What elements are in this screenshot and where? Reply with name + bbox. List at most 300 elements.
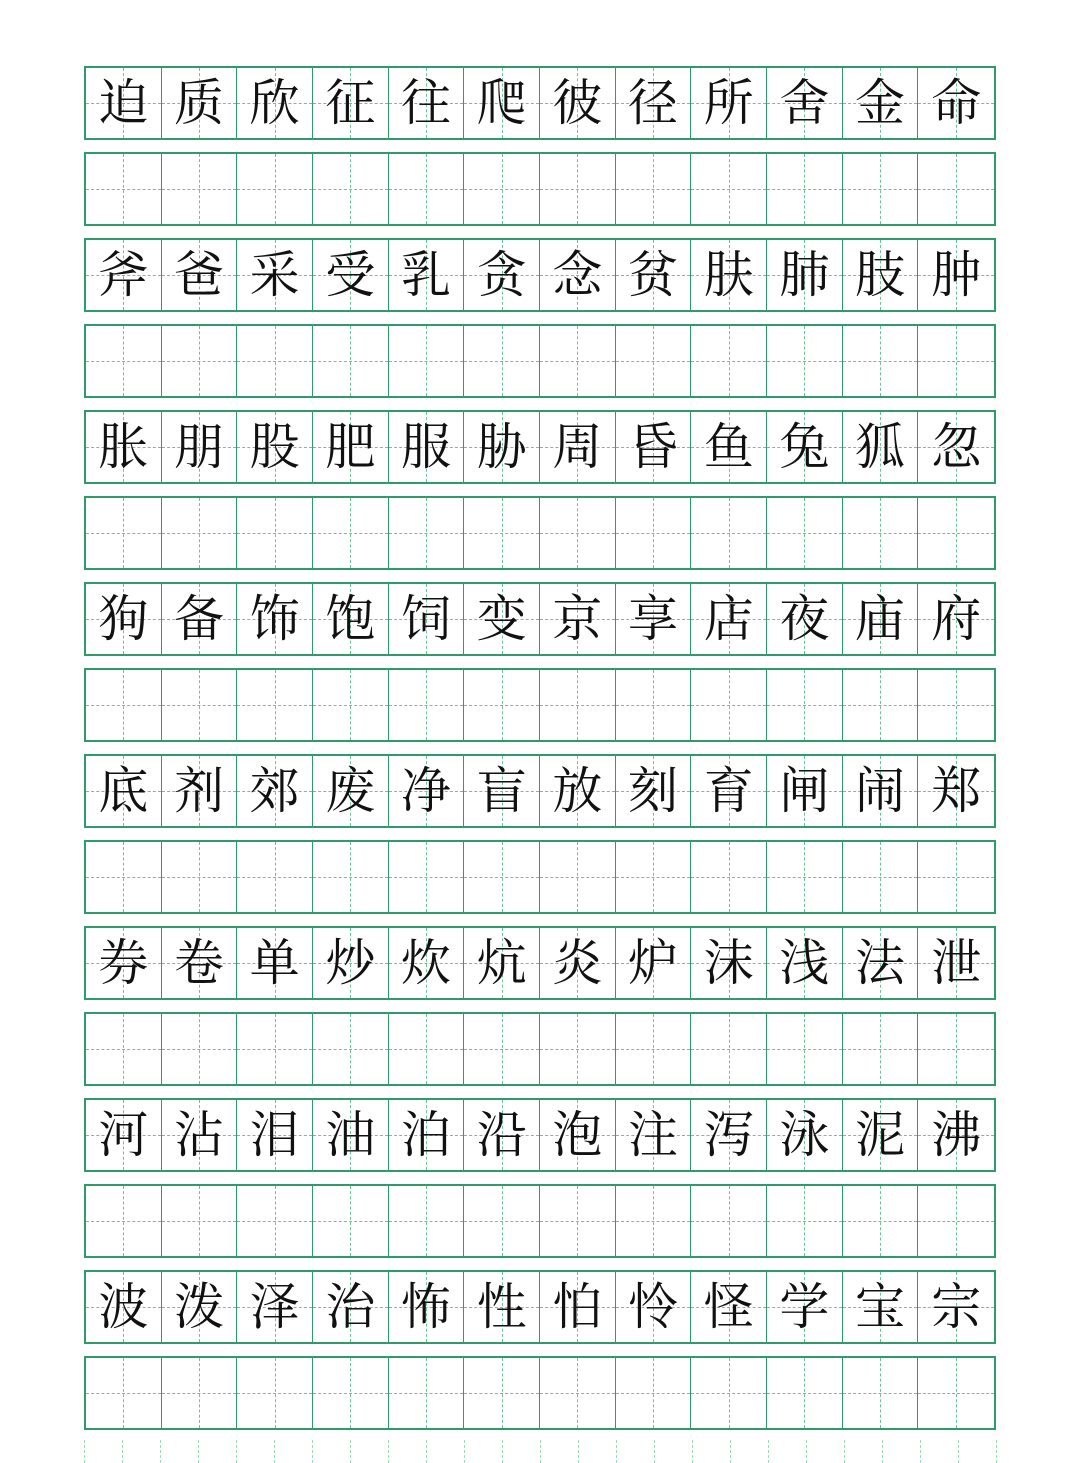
character-glyph: 卷 — [174, 934, 224, 992]
character-glyph: 兔 — [779, 418, 830, 476]
character-cell — [162, 1272, 238, 1342]
character-cell — [767, 1100, 843, 1170]
character-cell — [691, 1272, 767, 1342]
character-glyph: 胀 — [98, 418, 149, 476]
character-glyph: 所 — [703, 74, 754, 132]
character-row — [84, 754, 996, 828]
blank-cell — [464, 326, 540, 396]
blank-cell — [616, 326, 692, 396]
character-glyph: 郊 — [249, 762, 300, 820]
character-cell — [616, 412, 692, 482]
character-glyph: 斧 — [98, 246, 149, 304]
blank-cell — [86, 498, 162, 568]
blank-cell — [540, 670, 616, 740]
character-cell — [389, 68, 465, 138]
character-glyph: 饲 — [401, 590, 452, 648]
character-glyph: 泼 — [174, 1278, 224, 1336]
character-cell — [918, 412, 994, 482]
character-cell — [843, 1272, 919, 1342]
character-cell — [162, 412, 238, 482]
blank-cell — [843, 154, 919, 224]
blank-cell — [389, 1186, 465, 1256]
character-glyph: 股 — [249, 418, 300, 476]
character-cell — [162, 928, 238, 998]
character-cell — [616, 68, 692, 138]
blank-cell — [843, 1014, 919, 1084]
guide-tail — [122, 1440, 123, 1463]
blank-cell — [540, 1358, 616, 1428]
blank-cell — [86, 154, 162, 224]
blank-cell — [767, 1186, 843, 1256]
blank-cell — [767, 326, 843, 396]
character-glyph: 注 — [628, 1106, 679, 1164]
guide-tail — [502, 1440, 503, 1463]
blank-cell — [540, 1014, 616, 1084]
character-cell — [313, 756, 389, 826]
character-cell — [843, 928, 919, 998]
character-cell — [237, 1272, 313, 1342]
character-cell — [86, 1100, 162, 1170]
character-glyph: 胁 — [476, 418, 527, 476]
character-cell — [313, 928, 389, 998]
character-cell — [162, 68, 238, 138]
blank-cell — [237, 670, 313, 740]
blank-cell — [843, 670, 919, 740]
character-row — [84, 410, 996, 484]
blank-cell — [540, 154, 616, 224]
character-cell — [843, 412, 919, 482]
character-cell — [691, 240, 767, 310]
character-cell — [767, 412, 843, 482]
blank-practice-row — [84, 1184, 996, 1258]
blank-cell — [162, 1358, 238, 1428]
character-glyph: 宗 — [931, 1278, 982, 1336]
character-cell — [389, 1272, 465, 1342]
blank-cell — [389, 670, 465, 740]
blank-cell — [237, 1358, 313, 1428]
character-glyph: 泡 — [552, 1106, 603, 1164]
character-glyph: 肥 — [325, 418, 376, 476]
character-glyph: 径 — [628, 74, 679, 132]
character-cell — [389, 928, 465, 998]
blank-cell — [843, 842, 919, 912]
character-glyph: 享 — [628, 590, 679, 648]
guide-tail — [540, 1440, 541, 1463]
character-glyph: 鱼 — [703, 418, 754, 476]
character-cell — [237, 240, 313, 310]
character-row — [84, 238, 996, 312]
character-glyph: 庙 — [855, 590, 906, 648]
character-cell — [389, 1100, 465, 1170]
character-glyph: 泥 — [855, 1106, 906, 1164]
character-cell — [691, 68, 767, 138]
blank-cell — [464, 1014, 540, 1084]
character-cell — [86, 68, 162, 138]
character-cell — [843, 68, 919, 138]
character-cell — [540, 412, 616, 482]
blank-cell — [86, 1014, 162, 1084]
blank-cell — [313, 842, 389, 912]
character-cell — [843, 584, 919, 654]
character-glyph: 泽 — [249, 1278, 300, 1336]
character-cell — [691, 584, 767, 654]
character-cell — [86, 1272, 162, 1342]
blank-cell — [918, 670, 994, 740]
blank-cell — [86, 326, 162, 396]
guide-tail — [806, 1440, 807, 1463]
character-glyph: 乳 — [401, 246, 452, 304]
character-cell — [540, 68, 616, 138]
character-glyph: 剂 — [174, 762, 224, 820]
blank-cell — [464, 498, 540, 568]
blank-cell — [540, 326, 616, 396]
character-cell — [389, 756, 465, 826]
character-cell — [86, 756, 162, 826]
blank-cell — [918, 326, 994, 396]
blank-cell — [767, 670, 843, 740]
character-cell — [691, 1100, 767, 1170]
blank-cell — [616, 154, 692, 224]
character-cell — [540, 928, 616, 998]
blank-cell — [918, 842, 994, 912]
character-glyph: 欣 — [249, 74, 300, 132]
character-glyph: 单 — [249, 934, 300, 992]
character-glyph: 闸 — [779, 762, 830, 820]
character-glyph: 沸 — [931, 1106, 982, 1164]
blank-cell — [616, 1186, 692, 1256]
character-glyph: 底 — [98, 762, 149, 820]
guide-tail — [616, 1440, 617, 1463]
character-cell — [616, 756, 692, 826]
blank-cell — [237, 498, 313, 568]
character-cell — [767, 756, 843, 826]
character-cell — [540, 240, 616, 310]
character-row — [84, 1270, 996, 1344]
character-glyph: 废 — [325, 762, 376, 820]
character-glyph: 变 — [476, 590, 527, 648]
guide-tail — [730, 1440, 731, 1463]
character-cell — [313, 240, 389, 310]
blank-cell — [616, 498, 692, 568]
character-glyph: 肺 — [779, 246, 830, 304]
blank-cell — [162, 154, 238, 224]
blank-cell — [313, 1014, 389, 1084]
character-cell — [86, 928, 162, 998]
character-glyph: 郑 — [931, 762, 982, 820]
character-glyph: 舍 — [779, 74, 830, 132]
guide-tail — [84, 1440, 85, 1463]
character-glyph: 命 — [931, 74, 982, 132]
blank-cell — [162, 326, 238, 396]
blank-cell — [691, 842, 767, 912]
blank-cell — [767, 842, 843, 912]
character-glyph: 彼 — [552, 74, 603, 132]
character-cell — [918, 240, 994, 310]
character-cell — [464, 584, 540, 654]
character-cell — [918, 756, 994, 826]
character-glyph: 贫 — [628, 246, 679, 304]
guide-tail — [388, 1440, 389, 1463]
character-cell — [691, 412, 767, 482]
blank-cell — [313, 326, 389, 396]
character-glyph: 宝 — [855, 1278, 906, 1336]
character-cell — [162, 756, 238, 826]
character-glyph: 质 — [174, 74, 224, 132]
blank-cell — [691, 1358, 767, 1428]
character-cell — [843, 240, 919, 310]
character-cell — [464, 756, 540, 826]
character-glyph: 沫 — [703, 934, 754, 992]
character-glyph: 油 — [325, 1106, 376, 1164]
character-cell — [918, 1272, 994, 1342]
character-glyph: 泊 — [401, 1106, 452, 1164]
character-cell — [540, 756, 616, 826]
guide-tail — [236, 1440, 237, 1463]
blank-cell — [464, 1186, 540, 1256]
character-cell — [237, 1100, 313, 1170]
character-glyph: 性 — [476, 1278, 527, 1336]
character-cell — [237, 756, 313, 826]
character-cell — [616, 240, 692, 310]
guide-tail — [882, 1440, 883, 1463]
blank-cell — [162, 1014, 238, 1084]
blank-cell — [86, 842, 162, 912]
character-glyph: 泳 — [779, 1106, 830, 1164]
character-cell — [540, 1272, 616, 1342]
guide-tail — [996, 1440, 997, 1463]
character-glyph: 炎 — [552, 934, 603, 992]
blank-cell — [162, 842, 238, 912]
blank-cell — [767, 154, 843, 224]
blank-cell — [540, 842, 616, 912]
blank-cell — [540, 498, 616, 568]
guide-tail — [350, 1440, 351, 1463]
character-cell — [464, 68, 540, 138]
character-glyph: 店 — [703, 590, 754, 648]
guide-tail — [160, 1440, 161, 1463]
character-cell — [389, 584, 465, 654]
character-glyph: 泄 — [931, 934, 982, 992]
character-cell — [767, 928, 843, 998]
guide-tail — [274, 1440, 275, 1463]
blank-cell — [389, 154, 465, 224]
blank-cell — [843, 498, 919, 568]
blank-cell — [389, 326, 465, 396]
character-glyph: 肿 — [931, 246, 982, 304]
blank-cell — [918, 154, 994, 224]
blank-practice-row — [84, 152, 996, 226]
blank-cell — [843, 1358, 919, 1428]
character-glyph: 沿 — [476, 1106, 527, 1164]
blank-cell — [162, 670, 238, 740]
character-cell — [918, 928, 994, 998]
character-glyph: 朋 — [174, 418, 224, 476]
blank-cell — [237, 1014, 313, 1084]
character-glyph: 刻 — [628, 762, 679, 820]
character-cell — [313, 584, 389, 654]
blank-cell — [464, 670, 540, 740]
character-glyph: 净 — [401, 762, 452, 820]
character-cell — [540, 584, 616, 654]
character-cell — [767, 584, 843, 654]
character-glyph: 浅 — [779, 934, 830, 992]
character-glyph: 周 — [552, 418, 603, 476]
blank-cell — [464, 842, 540, 912]
blank-cell — [162, 498, 238, 568]
blank-cell — [389, 498, 465, 568]
character-glyph: 念 — [552, 246, 603, 304]
character-cell — [464, 412, 540, 482]
character-glyph: 忽 — [931, 418, 982, 476]
blank-cell — [918, 1186, 994, 1256]
character-cell — [313, 412, 389, 482]
guide-tail — [464, 1440, 465, 1463]
blank-cell — [237, 154, 313, 224]
blank-practice-row — [84, 1356, 996, 1430]
character-glyph: 学 — [779, 1278, 830, 1336]
character-glyph: 肤 — [703, 246, 754, 304]
character-glyph: 怕 — [552, 1278, 603, 1336]
blank-cell — [767, 498, 843, 568]
character-glyph: 爸 — [174, 246, 224, 304]
character-row — [84, 66, 996, 140]
blank-cell — [843, 326, 919, 396]
character-cell — [616, 1100, 692, 1170]
blank-cell — [918, 498, 994, 568]
guide-tail — [692, 1440, 693, 1463]
character-cell — [540, 1100, 616, 1170]
character-cell — [237, 928, 313, 998]
blank-cell — [237, 326, 313, 396]
blank-practice-row — [84, 1012, 996, 1086]
guide-tail — [654, 1440, 655, 1463]
blank-cell — [162, 1186, 238, 1256]
character-cell — [162, 1100, 238, 1170]
character-glyph: 采 — [249, 246, 300, 304]
character-cell — [843, 1100, 919, 1170]
blank-practice-row — [84, 668, 996, 742]
blank-cell — [767, 1358, 843, 1428]
guide-tail — [312, 1440, 313, 1463]
character-glyph: 饰 — [249, 590, 300, 648]
guide-tail — [198, 1440, 199, 1463]
character-cell — [464, 1100, 540, 1170]
character-glyph: 泻 — [703, 1106, 754, 1164]
blank-cell — [313, 670, 389, 740]
character-cell — [389, 240, 465, 310]
blank-cell — [616, 670, 692, 740]
blank-cell — [464, 1358, 540, 1428]
character-glyph: 怖 — [401, 1278, 452, 1336]
character-glyph: 放 — [552, 762, 603, 820]
character-glyph: 炒 — [325, 934, 376, 992]
character-cell — [616, 584, 692, 654]
blank-cell — [691, 1014, 767, 1084]
character-glyph: 闹 — [855, 762, 906, 820]
character-glyph: 波 — [98, 1278, 149, 1336]
character-glyph: 备 — [174, 590, 224, 648]
blank-cell — [389, 1014, 465, 1084]
blank-practice-row — [84, 496, 996, 570]
blank-cell — [86, 1358, 162, 1428]
character-cell — [767, 1272, 843, 1342]
character-cell — [464, 928, 540, 998]
blank-cell — [918, 1014, 994, 1084]
character-row — [84, 926, 996, 1000]
blank-cell — [918, 1358, 994, 1428]
guide-tail — [426, 1440, 427, 1463]
character-row — [84, 1098, 996, 1172]
blank-cell — [237, 1186, 313, 1256]
character-glyph: 夜 — [779, 590, 830, 648]
blank-cell — [691, 326, 767, 396]
blank-cell — [540, 1186, 616, 1256]
character-glyph: 券 — [98, 934, 149, 992]
character-cell — [86, 412, 162, 482]
character-cell — [767, 240, 843, 310]
blank-cell — [313, 1186, 389, 1256]
character-cell — [767, 68, 843, 138]
character-glyph: 受 — [325, 246, 376, 304]
character-glyph: 炉 — [628, 934, 679, 992]
blank-cell — [313, 1358, 389, 1428]
character-cell — [237, 412, 313, 482]
blank-practice-row — [84, 840, 996, 914]
blank-cell — [464, 154, 540, 224]
character-glyph: 盲 — [476, 762, 527, 820]
guide-tail — [920, 1440, 921, 1463]
blank-cell — [767, 1014, 843, 1084]
character-glyph: 狗 — [98, 590, 149, 648]
blank-cell — [313, 154, 389, 224]
character-glyph: 法 — [855, 934, 906, 992]
character-cell — [237, 68, 313, 138]
character-cell — [691, 756, 767, 826]
character-glyph: 肢 — [855, 246, 906, 304]
character-cell — [464, 240, 540, 310]
blank-cell — [691, 670, 767, 740]
character-glyph: 昏 — [628, 418, 679, 476]
character-glyph: 服 — [401, 418, 452, 476]
character-glyph: 爬 — [476, 74, 527, 132]
character-glyph: 金 — [855, 74, 906, 132]
character-glyph: 育 — [703, 762, 754, 820]
guide-tail — [768, 1440, 769, 1463]
blank-cell — [691, 154, 767, 224]
character-cell — [86, 584, 162, 654]
blank-cell — [616, 1358, 692, 1428]
character-glyph: 怪 — [703, 1278, 754, 1336]
blank-cell — [691, 1186, 767, 1256]
character-cell — [843, 756, 919, 826]
guide-tail — [578, 1440, 579, 1463]
blank-practice-row — [84, 324, 996, 398]
character-glyph: 征 — [325, 74, 376, 132]
blank-cell — [389, 1358, 465, 1428]
blank-cell — [86, 1186, 162, 1256]
blank-cell — [389, 842, 465, 912]
character-cell — [162, 240, 238, 310]
character-cell — [162, 584, 238, 654]
character-glyph: 贪 — [476, 246, 527, 304]
blank-cell — [616, 1014, 692, 1084]
blank-cell — [237, 842, 313, 912]
character-cell — [616, 1272, 692, 1342]
character-glyph: 往 — [401, 74, 452, 132]
character-glyph: 怜 — [628, 1278, 679, 1336]
character-glyph: 河 — [98, 1106, 149, 1164]
character-glyph: 狐 — [855, 418, 906, 476]
